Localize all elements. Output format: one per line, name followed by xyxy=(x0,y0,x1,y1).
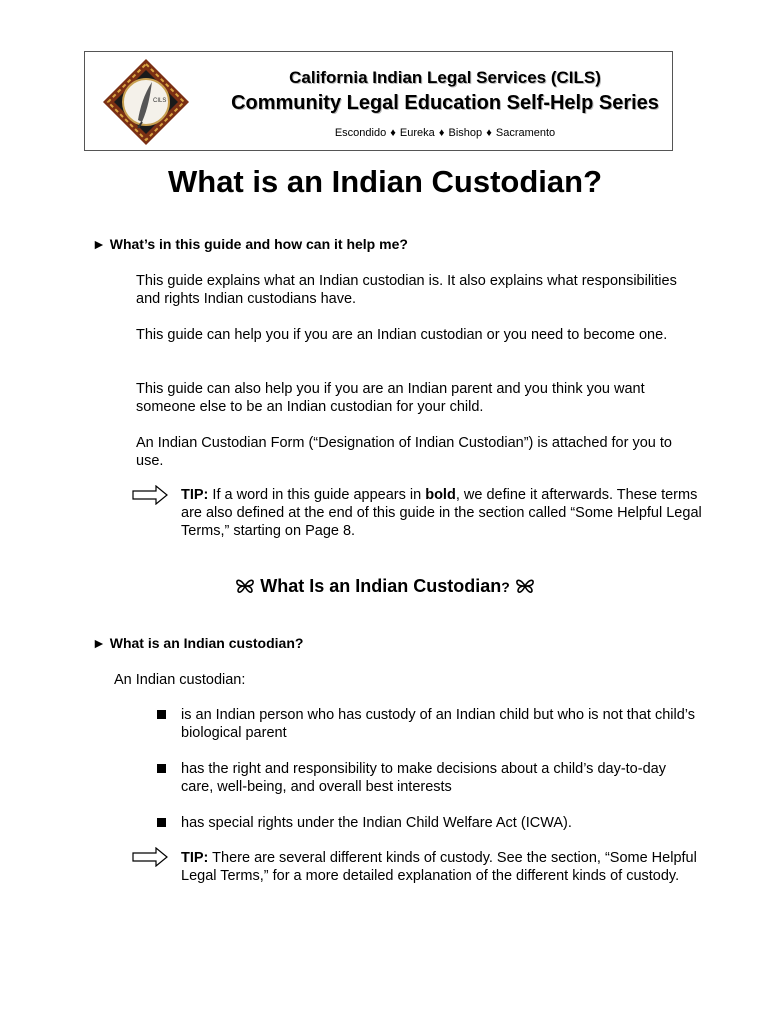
bullet-icon xyxy=(157,818,166,827)
intro-paragraph-3: This guide can also help you if you are an Indian parent and you think you want someone else to be an Indian custodian for your child. xyxy=(136,381,645,415)
list-item: has special rights under the Indian Child Welfare Act (ICWA). xyxy=(181,815,572,831)
intro-tip: TIP: If a word in this guide appears in bold, we define it afterwards. These terms are also defined at the end of this guide in the section called “Some Helpful Legal Terms,” starting on Page 8. xyxy=(181,487,702,539)
section-lead: An Indian custodian: xyxy=(114,672,246,688)
office-locations: Escondido ♦ Eureka ♦ Bishop ♦ Sacramento xyxy=(334,127,556,139)
tip-arrow-icon xyxy=(132,847,168,867)
svg-text:CILS: CILS xyxy=(153,98,167,104)
series-title: Community Legal Education Self-Help Series xyxy=(231,92,659,114)
section-tip: TIP: There are several different kinds of custody. See the section, “Some Helpful Legal Terms,” for a more detailed explanation of the different kinds of custody. xyxy=(181,850,697,884)
butterfly-icon xyxy=(235,578,255,594)
section-question: ► What is an Indian custodian? xyxy=(92,635,304,651)
header-box xyxy=(84,51,673,151)
bullet-icon xyxy=(157,710,166,719)
organization-name: California Indian Legal Services (CILS) xyxy=(289,68,601,87)
intro-paragraph-4: An Indian Custodian Form (“Designation of Indian Custodian”) is attached for you to use. xyxy=(136,435,672,469)
section-heading: What Is an Indian Custodian? xyxy=(0,576,770,597)
list-item: has the right and responsibility to make decisions about a child’s day-to-day care, well-being, and overall best interests xyxy=(181,761,666,795)
intro-paragraph-1: This guide explains what an Indian custodian is. It also explains what responsibilities and rights Indian custodians have. xyxy=(136,273,677,307)
bullet-icon xyxy=(157,764,166,773)
intro-question: ► What’s in this guide and how can it help me? xyxy=(92,236,408,252)
bold-word: bold xyxy=(425,487,456,503)
list-item: is an Indian person who has custody of an Indian child but who is not that child’s biological parent xyxy=(181,707,695,741)
tip-label: TIP: xyxy=(181,487,209,503)
intro-paragraph-2: This guide can help you if you are an Indian custodian or you need to become one. xyxy=(136,327,668,343)
page-title: What is an Indian Custodian? xyxy=(168,164,602,199)
tip-label: TIP: xyxy=(181,850,209,866)
cils-logo xyxy=(102,58,190,146)
tip-arrow-icon xyxy=(132,485,168,505)
butterfly-icon xyxy=(515,578,535,594)
